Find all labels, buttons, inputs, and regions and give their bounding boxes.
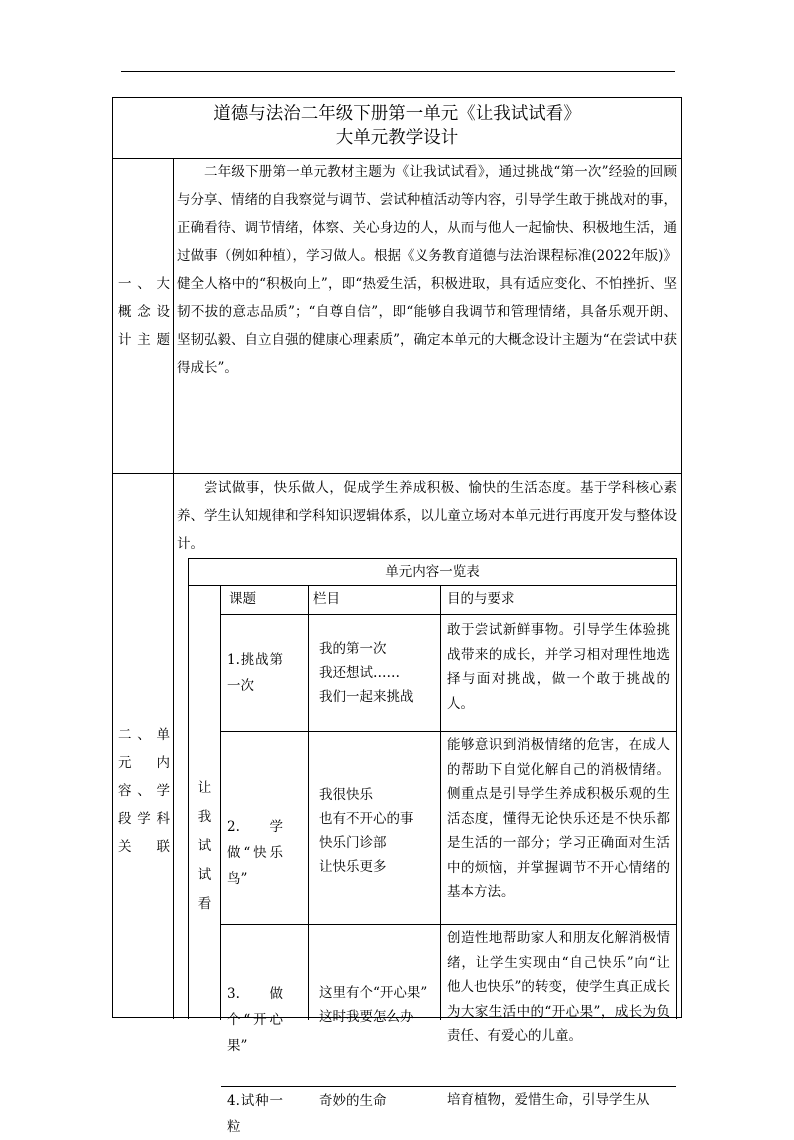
lesson-title: 1.挑战第一次 (227, 652, 283, 694)
table-title (113, 98, 681, 159)
column-item: 这时我要怎么办 (319, 1009, 414, 1025)
row-divider (221, 924, 676, 925)
unit-name-cell (189, 586, 221, 1020)
column-item: 奇妙的生命 (319, 1093, 387, 1109)
row-divider (221, 1086, 676, 1087)
column-items (319, 981, 427, 1029)
unit-name-char: 看 (197, 896, 212, 912)
column-divider (308, 586, 309, 1020)
column-item: 快乐门诊部 (319, 835, 387, 851)
row-divider (221, 731, 676, 732)
row-divider (221, 614, 676, 615)
design-table (112, 97, 682, 1135)
column-item: 我们一起来挑战 (319, 689, 414, 705)
lesson-title: 4.试种一粒 (227, 1093, 283, 1135)
section-1-row (113, 158, 681, 474)
lesson-goal: 能够意识到消极情绪的危害，在成人的帮助下自觉化解自己的消极情绪。侧重点是引导学生养成积极乐观的生活态度，懂得无论快乐还是不快乐都是生活的一部分；学习正确面对生活中的烦恼，并掌握调节不开心情绪的基本方法。 (447, 737, 670, 900)
title-line-2: 大单元教学设计 (335, 128, 459, 148)
column-item: 让快乐更多 (319, 859, 387, 875)
unit-table-caption: 单元内容一览表 (189, 559, 676, 586)
unit-name-char: 让 (197, 780, 212, 796)
column-item: 这里有个“开心果” (319, 985, 428, 1001)
column-item: 我还想试…… (319, 665, 400, 681)
column-items (319, 783, 414, 879)
lesson-goal: 敢于尝试新鲜事物。引导学生体验挑战带来的成长，并学习相对理性地选择与面对挑战，做一个敢于挑战的人。 (447, 622, 670, 712)
lesson-title: 3.做个“开心果” (227, 986, 283, 1054)
column-items (319, 1089, 387, 1113)
unit-name (189, 774, 220, 919)
section-2-label: 二、单元内容、学段学科关联 (118, 727, 170, 855)
column-item: 我很快乐 (319, 787, 373, 803)
lesson-goal: 培育植物，爱惜生命，引导学生从 (447, 1092, 650, 1108)
section-1-text: 二年级下册第一单元教材主题为《让我试试看》，通过挑战“第一次”经验的回顾与分享、情绪的自我察觉与调节、尝试种植活动等内容，引导学生敢于挑战对的事，正确看待、调节情绪，体察、关心身边的人，从而与他人一起愉快、积极地生活，通过做事（例如种植），学习做人。根据《义务教育道德与法治课程标准(2022年版)》健全人格中的“积极向上”，即“热爱生活，积极进取，具有适应变化、不怕挫折、坚韧不拔的意志品质”；“自尊自信”，即“能够自我调节和管理情绪，具备乐观开朗、坚韧弘毅、自立自强的健康心理素质”，确定本单元的大概念设计主题为“在尝试中获得成长”。 (177, 164, 677, 376)
unit-name-char: 我 (197, 809, 212, 825)
column-divider (440, 586, 441, 1020)
section-2-row (113, 474, 681, 1135)
section-1-label-cell (113, 158, 174, 473)
section-2-label-cell (113, 474, 174, 1019)
header-lesson: 课题 (229, 591, 256, 607)
section-1-label: 一、大概念设计主题 (118, 276, 170, 348)
header-column: 栏目 (313, 591, 340, 607)
column-items (319, 637, 414, 709)
unit-content-table (188, 558, 677, 1135)
header-goal: 目的与要求 (447, 591, 515, 607)
lesson-goal: 创造性地帮助家人和朋友化解消极情绪，让学生实现由“自己快乐”向“让他人也快乐”的转变，使学生真正成长为大家生活中的“开心果”，成长为负责任、有爱心的儿童。 (447, 930, 670, 1044)
unit-name-char: 试 (197, 838, 212, 854)
title-line-1: 道德与法治二年级下册第一单元《让我试试看》 (213, 104, 581, 124)
column-item: 也有不开心的事 (319, 811, 414, 827)
lesson-title: 2.学做“快乐鸟” (227, 819, 283, 887)
unit-name-char: 试 (197, 867, 212, 883)
section-2-intro: 尝试做事，快乐做人，促成学生养成积极、愉快的生活态度。基于学科核心素养、学生认知规律和学科知识逻辑体系，以儿童立场对本单元进行再度开发与整体设计。 (177, 480, 677, 552)
column-item: 我的第一次 (319, 641, 387, 657)
page-header-rule (121, 71, 675, 72)
